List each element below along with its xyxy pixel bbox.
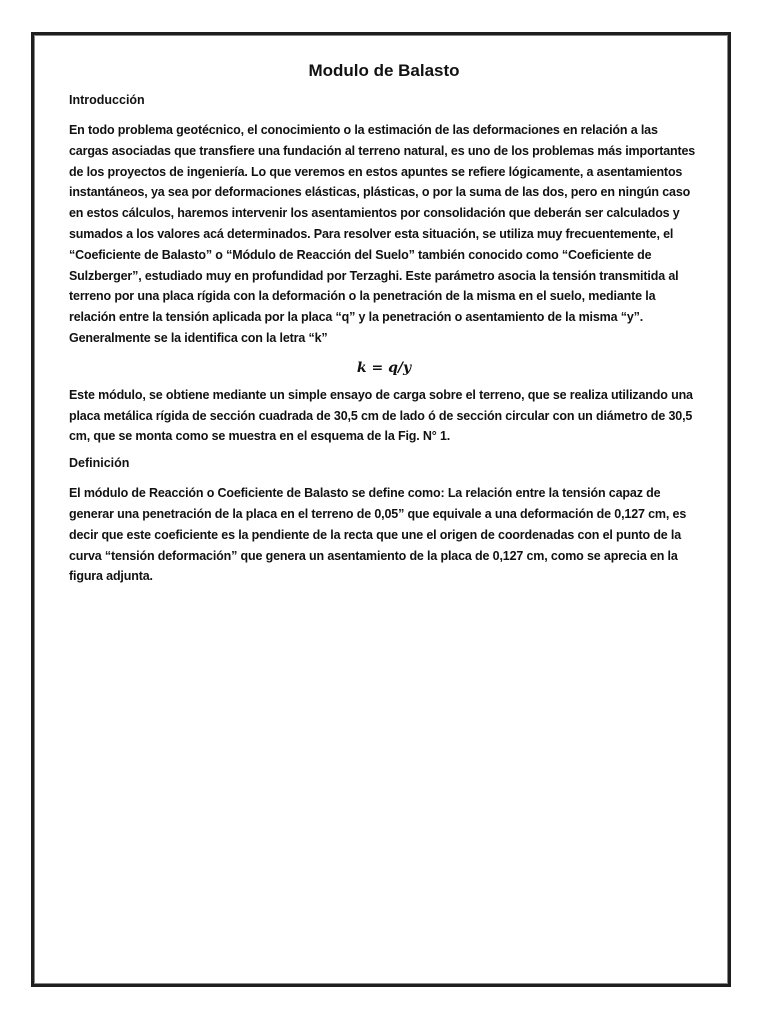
test-paragraph: Este módulo, se obtiene mediante un simple ensayo de carga sobre el terreno, que se realiza utilizando una placa metálica rígida de sección cuadrada de 30,5 cm de lado ó de sección circular con un diámetro de 30,5 cm, que se monta como se muestra en el esquema de la Fig. N° 1. — [69, 387, 693, 444]
intro-paragraph: En todo problema geotécnico, el conocimiento o la estimación de las deformaciones en relación a las cargas asociadas que transfiere una fundación al terreno natural, es uno de los problemas más importantes de los proyectos de ingeniería. Lo que veremos en estos apuntes se refiere lógicamente, a asentamientos instantáneos, ya sea por deformaciones elásticas, plásticas, o por la suma de las dos, pero en ningún caso en estos cálculos, haremos intervenir los asentamientos por consolidación que deberán ser calculados y sumados a los valores acá determinados. Para resolver esta situación, se utiliza muy frecuentemente, el “Coeficiente de Balasto” o “Módulo de Reacción del Suelo” también conocido como “Coeficiente de Sulzberger”, estudiado muy en profundidad por Terzaghi. Este parámetro asocia la tensión transmitida al terreno por una placa rígida con la deformación o la penetración de la misma en el suelo, mediante la relación entre la tensión aplicada por la placa “q” y la penetración o asentamiento de la misma “y”. Generalmente se la identifica con la letra “k” — [69, 123, 696, 345]
section-heading-introduccion: Introducción — [69, 93, 145, 107]
page-title: Modulo de Balasto — [308, 61, 460, 80]
definition-paragraph: El módulo de Reacción o Coeficiente de Balasto se define como: La relación entre la tensión capaz de generar una penetración de la placa en el terreno de 0,05” que equivale a una deformación de 0,127 cm, es decir que este coeficiente es la pendiente de la recta que une el origen de coordenadas con el punto de la curva “tensión deformación” que genera un asentamiento de la placa de 0,127 cm, como se aprecia en la figura adjunta. — [69, 486, 687, 584]
section-heading-definicion: Definición — [69, 456, 130, 471]
document-page — [31, 32, 731, 987]
formula-k: k = q/y — [356, 359, 412, 376]
document-content — [69, 60, 699, 595]
